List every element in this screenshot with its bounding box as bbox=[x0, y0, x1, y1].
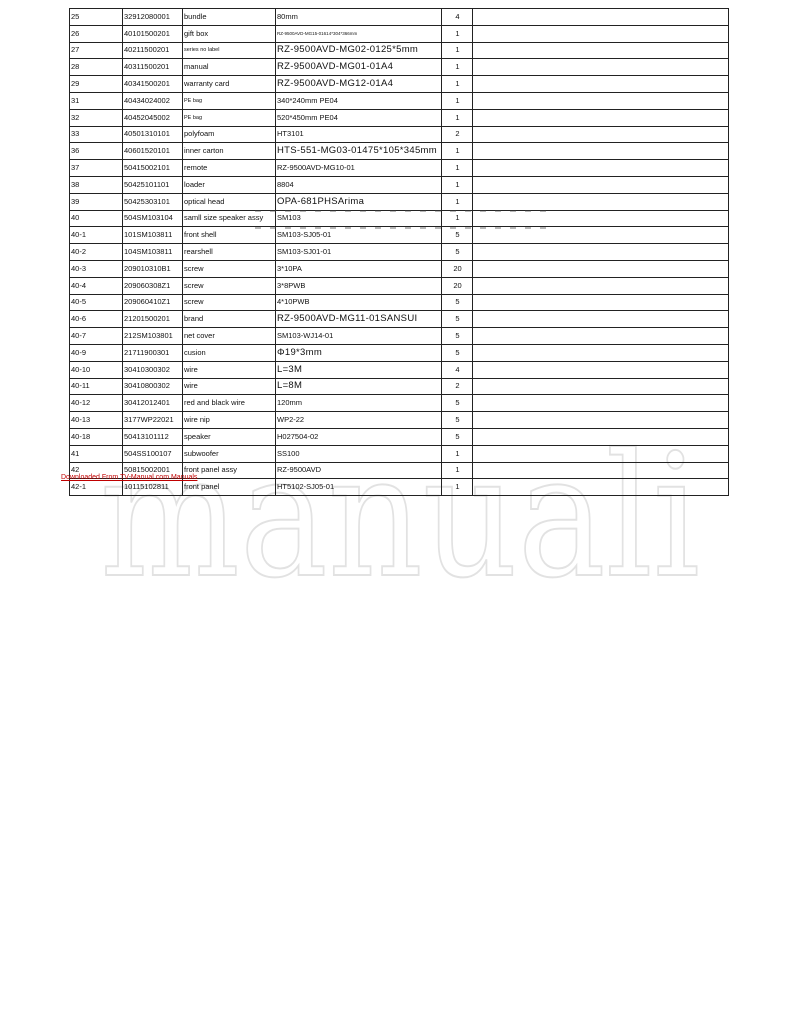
description-cell: wire nip bbox=[183, 412, 276, 429]
description-cell: polyfoam bbox=[183, 126, 276, 143]
part-code-cell: 40101500201 bbox=[123, 25, 183, 42]
quantity-cell: 5 bbox=[442, 244, 473, 261]
specification-cell: L=8M bbox=[276, 378, 442, 395]
remark-cell bbox=[473, 479, 729, 496]
specification-cell: RZ-9500AVD bbox=[276, 462, 442, 479]
part-code-cell: 104SM103811 bbox=[123, 244, 183, 261]
description-cell: front shell bbox=[183, 227, 276, 244]
remark-cell bbox=[473, 328, 729, 345]
remark-cell bbox=[473, 378, 729, 395]
table-row bbox=[70, 311, 729, 328]
item-number-cell: 28 bbox=[70, 59, 123, 76]
quantity-cell: 1 bbox=[442, 25, 473, 42]
specification-cell: RZ-9500AVD-MG01-01A4 bbox=[276, 59, 442, 76]
item-number-cell: 40-6 bbox=[70, 311, 123, 328]
quantity-cell: 4 bbox=[442, 361, 473, 378]
remark-cell bbox=[473, 277, 729, 294]
remark-cell bbox=[473, 311, 729, 328]
description-cell: inner carton bbox=[183, 143, 276, 160]
remark-cell bbox=[473, 9, 729, 26]
description-cell: loader bbox=[183, 176, 276, 193]
specification-cell: RZ-9500AVD-MG11-01SANSUI bbox=[276, 311, 442, 328]
quantity-cell: 1 bbox=[442, 462, 473, 479]
table-row bbox=[70, 160, 729, 177]
quantity-cell: 1 bbox=[442, 143, 473, 160]
remark-cell bbox=[473, 160, 729, 177]
specification-cell: 8804 bbox=[276, 176, 442, 193]
item-number-cell: 42-1 bbox=[70, 479, 123, 496]
item-number-cell: 40-1 bbox=[70, 227, 123, 244]
part-code-cell: 40452045002 bbox=[123, 109, 183, 126]
remark-cell bbox=[473, 294, 729, 311]
part-code-cell: 50415002101 bbox=[123, 160, 183, 177]
specification-cell: SM103-WJ14-01 bbox=[276, 328, 442, 345]
remark-cell bbox=[473, 59, 729, 76]
table-row bbox=[70, 479, 729, 496]
part-code-cell: 50425101101 bbox=[123, 176, 183, 193]
quantity-cell: 5 bbox=[442, 412, 473, 429]
quantity-cell: 1 bbox=[442, 445, 473, 462]
specification-cell: RZ-9500AVD-MG10-01 bbox=[276, 160, 442, 177]
specification-cell: HT3101 bbox=[276, 126, 442, 143]
item-number-cell: 36 bbox=[70, 143, 123, 160]
quantity-cell: 1 bbox=[442, 210, 473, 227]
specification-cell: SM103 bbox=[276, 210, 442, 227]
quantity-cell: 1 bbox=[442, 160, 473, 177]
table-row bbox=[70, 294, 729, 311]
item-number-cell: 40-12 bbox=[70, 395, 123, 412]
specification-cell: 4*10PWB bbox=[276, 294, 442, 311]
part-code-cell: 40311500201 bbox=[123, 59, 183, 76]
part-code-cell: 40434024002 bbox=[123, 92, 183, 109]
table-row bbox=[70, 244, 729, 261]
remark-cell bbox=[473, 126, 729, 143]
remark-cell bbox=[473, 92, 729, 109]
part-code-cell: 209060308Z1 bbox=[123, 277, 183, 294]
item-number-cell: 40-10 bbox=[70, 361, 123, 378]
specification-cell: RZ-9500AVD-MG12-01A4 bbox=[276, 76, 442, 93]
item-number-cell: 40-3 bbox=[70, 260, 123, 277]
description-cell: bundle bbox=[183, 9, 276, 26]
table-row bbox=[70, 59, 729, 76]
part-code-cell: 40601520101 bbox=[123, 143, 183, 160]
table-row bbox=[70, 25, 729, 42]
item-number-cell: 40-4 bbox=[70, 277, 123, 294]
description-cell: speaker bbox=[183, 428, 276, 445]
item-number-cell: 37 bbox=[70, 160, 123, 177]
quantity-cell: 20 bbox=[442, 277, 473, 294]
remark-cell bbox=[473, 260, 729, 277]
item-number-cell: 40-7 bbox=[70, 328, 123, 345]
specification-cell: Φ19*3mm bbox=[276, 344, 442, 361]
item-number-cell: 42 bbox=[70, 462, 123, 479]
remark-cell bbox=[473, 227, 729, 244]
part-code-cell: 504SM103104 bbox=[123, 210, 183, 227]
description-cell: rearshell bbox=[183, 244, 276, 261]
remark-cell bbox=[473, 244, 729, 261]
quantity-cell: 1 bbox=[442, 176, 473, 193]
part-code-cell: 21711900301 bbox=[123, 344, 183, 361]
specification-cell: SM103-SJ01-01 bbox=[276, 244, 442, 261]
description-cell: warranty card bbox=[183, 76, 276, 93]
download-source-link[interactable]: Downloaded From TV-Manual.com Manuals bbox=[61, 474, 198, 481]
part-code-cell: 21201500201 bbox=[123, 311, 183, 328]
remark-cell bbox=[473, 361, 729, 378]
description-cell: brand bbox=[183, 311, 276, 328]
item-number-cell: 29 bbox=[70, 76, 123, 93]
table-row bbox=[70, 445, 729, 462]
part-code-cell: 10115102811 bbox=[123, 479, 183, 496]
table-row bbox=[70, 42, 729, 59]
quantity-cell: 5 bbox=[442, 344, 473, 361]
description-cell: screw bbox=[183, 294, 276, 311]
table-row bbox=[70, 328, 729, 345]
remark-cell bbox=[473, 25, 729, 42]
description-cell: remote bbox=[183, 160, 276, 177]
description-cell: net cover bbox=[183, 328, 276, 345]
table-row bbox=[70, 92, 729, 109]
remark-cell bbox=[473, 42, 729, 59]
table-row bbox=[70, 428, 729, 445]
quantity-cell: 4 bbox=[442, 9, 473, 26]
remark-cell bbox=[473, 193, 729, 210]
description-cell: series no label bbox=[183, 42, 276, 59]
specification-cell: RZ-9500AVD-MG15-01614*304*366mm bbox=[276, 25, 442, 42]
quantity-cell: 1 bbox=[442, 59, 473, 76]
part-code-cell: 101SM103811 bbox=[123, 227, 183, 244]
part-code-cell: 30412012401 bbox=[123, 395, 183, 412]
quantity-cell: 5 bbox=[442, 311, 473, 328]
specification-cell: SM103-SJ05-01 bbox=[276, 227, 442, 244]
part-code-cell: 209010310B1 bbox=[123, 260, 183, 277]
item-number-cell: 39 bbox=[70, 193, 123, 210]
specification-cell: HT5102-SJ05-01 bbox=[276, 479, 442, 496]
remark-cell bbox=[473, 412, 729, 429]
quantity-cell: 1 bbox=[442, 479, 473, 496]
part-code-cell: 32912080001 bbox=[123, 9, 183, 26]
specification-cell: 120mm bbox=[276, 395, 442, 412]
table-row bbox=[70, 143, 729, 160]
description-cell: red and black wire bbox=[183, 395, 276, 412]
table-row bbox=[70, 193, 729, 210]
item-number-cell: 40-13 bbox=[70, 412, 123, 429]
table-row bbox=[70, 412, 729, 429]
quantity-cell: 1 bbox=[442, 193, 473, 210]
table-row bbox=[70, 126, 729, 143]
description-cell: samll size speaker assy bbox=[183, 210, 276, 227]
description-cell: subwoofer bbox=[183, 445, 276, 462]
specification-cell: OPA-681PHSArima bbox=[276, 193, 442, 210]
specification-cell: RZ-9500AVD-MG02-0125*5mm bbox=[276, 42, 442, 59]
description-cell: cusion bbox=[183, 344, 276, 361]
item-number-cell: 31 bbox=[70, 92, 123, 109]
remark-cell bbox=[473, 210, 729, 227]
item-number-cell: 27 bbox=[70, 42, 123, 59]
description-cell: front panel assy bbox=[183, 462, 276, 479]
specification-cell: 3*8PWB bbox=[276, 277, 442, 294]
table-row bbox=[70, 378, 729, 395]
parts-list-table bbox=[69, 8, 729, 496]
parts-list-body bbox=[70, 9, 729, 496]
item-number-cell: 38 bbox=[70, 176, 123, 193]
specification-cell: WP2-22 bbox=[276, 412, 442, 429]
remark-cell bbox=[473, 176, 729, 193]
part-code-cell: 30410800302 bbox=[123, 378, 183, 395]
specification-cell: 340*240mm PE04 bbox=[276, 92, 442, 109]
quantity-cell: 2 bbox=[442, 378, 473, 395]
quantity-cell: 5 bbox=[442, 395, 473, 412]
description-cell: gift box bbox=[183, 25, 276, 42]
table-row bbox=[70, 361, 729, 378]
table-row bbox=[70, 176, 729, 193]
description-cell: PE bag bbox=[183, 109, 276, 126]
part-code-cell: 209060410Z1 bbox=[123, 294, 183, 311]
remark-cell bbox=[473, 76, 729, 93]
description-cell: wire bbox=[183, 361, 276, 378]
part-code-cell: 40501310101 bbox=[123, 126, 183, 143]
table-row bbox=[70, 260, 729, 277]
quantity-cell: 1 bbox=[442, 76, 473, 93]
watermark-text: manuali bbox=[100, 440, 700, 590]
description-cell: wire bbox=[183, 378, 276, 395]
table-row bbox=[70, 9, 729, 26]
description-cell: PE bag bbox=[183, 92, 276, 109]
remark-cell bbox=[473, 445, 729, 462]
item-number-cell: 40-11 bbox=[70, 378, 123, 395]
quantity-cell: 1 bbox=[442, 42, 473, 59]
specification-cell: H027504-02 bbox=[276, 428, 442, 445]
description-cell: screw bbox=[183, 260, 276, 277]
quantity-cell: 5 bbox=[442, 227, 473, 244]
item-number-cell: 40-2 bbox=[70, 244, 123, 261]
item-number-cell: 25 bbox=[70, 9, 123, 26]
part-code-cell: 40211500201 bbox=[123, 42, 183, 59]
remark-cell bbox=[473, 344, 729, 361]
remark-cell bbox=[473, 395, 729, 412]
item-number-cell: 40-5 bbox=[70, 294, 123, 311]
table-row bbox=[70, 395, 729, 412]
quantity-cell: 5 bbox=[442, 428, 473, 445]
description-cell: manual bbox=[183, 59, 276, 76]
specification-cell: HTS-551-MG03-01475*105*345mm bbox=[276, 143, 442, 160]
item-number-cell: 32 bbox=[70, 109, 123, 126]
description-cell: screw bbox=[183, 277, 276, 294]
part-code-cell: 40341500201 bbox=[123, 76, 183, 93]
table-row bbox=[70, 109, 729, 126]
item-number-cell: 40 bbox=[70, 210, 123, 227]
part-code-cell: 50815002001 bbox=[123, 462, 183, 479]
specification-cell: 80mm bbox=[276, 9, 442, 26]
table-row bbox=[70, 76, 729, 93]
quantity-cell: 5 bbox=[442, 328, 473, 345]
table-row bbox=[70, 344, 729, 361]
quantity-cell: 5 bbox=[442, 294, 473, 311]
quantity-cell: 1 bbox=[442, 109, 473, 126]
part-code-cell: 3177WP22021 bbox=[123, 412, 183, 429]
table-row bbox=[70, 227, 729, 244]
description-cell: front panel bbox=[183, 479, 276, 496]
part-code-cell: 50425303101 bbox=[123, 193, 183, 210]
specification-cell: 520*450mm PE04 bbox=[276, 109, 442, 126]
quantity-cell: 2 bbox=[442, 126, 473, 143]
remark-cell bbox=[473, 462, 729, 479]
specification-cell: 3*10PA bbox=[276, 260, 442, 277]
remark-cell bbox=[473, 428, 729, 445]
description-cell: optical head bbox=[183, 193, 276, 210]
remark-cell bbox=[473, 109, 729, 126]
specification-cell: L=3M bbox=[276, 361, 442, 378]
quantity-cell: 1 bbox=[442, 92, 473, 109]
part-code-cell: 50413101112 bbox=[123, 428, 183, 445]
remark-cell bbox=[473, 143, 729, 160]
table-row bbox=[70, 210, 729, 227]
item-number-cell: 33 bbox=[70, 126, 123, 143]
table-row bbox=[70, 277, 729, 294]
part-code-cell: 504SS100107 bbox=[123, 445, 183, 462]
item-number-cell: 26 bbox=[70, 25, 123, 42]
item-number-cell: 41 bbox=[70, 445, 123, 462]
part-code-cell: 212SM103801 bbox=[123, 328, 183, 345]
part-code-cell: 30410300302 bbox=[123, 361, 183, 378]
item-number-cell: 40-18 bbox=[70, 428, 123, 445]
quantity-cell: 20 bbox=[442, 260, 473, 277]
specification-cell: SS100 bbox=[276, 445, 442, 462]
item-number-cell: 40-9 bbox=[70, 344, 123, 361]
